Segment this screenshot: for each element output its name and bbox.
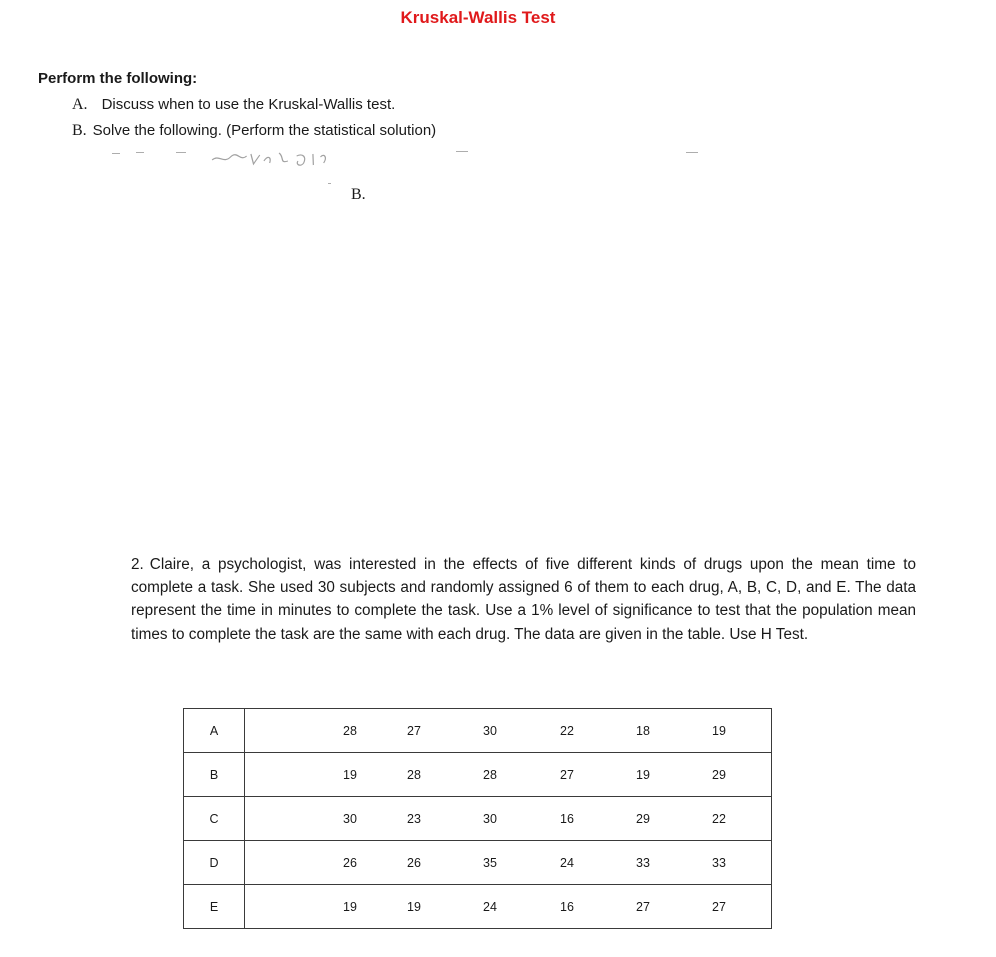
table-cell: 19 <box>343 899 357 914</box>
scan-artifact-line <box>456 151 468 152</box>
row-label: B <box>184 753 245 797</box>
scribble-mark <box>209 148 352 170</box>
scan-artifact-line <box>112 153 120 154</box>
table-cell: 30 <box>343 811 357 826</box>
row-values <box>245 885 772 929</box>
table-row <box>184 885 772 929</box>
instruction-text: Discuss when to use the Kruskal-Wallis test. <box>101 96 396 113</box>
table-cell: 23 <box>407 811 421 826</box>
table-cell: 35 <box>483 855 497 870</box>
problem-number: 2. <box>131 556 144 573</box>
table-cell: 19 <box>407 899 421 914</box>
table-cell: 19 <box>343 767 357 782</box>
sub-label-b: B. <box>351 186 366 203</box>
table-cell: 24 <box>560 855 574 870</box>
row-label: C <box>184 797 245 841</box>
table-row <box>184 797 772 841</box>
table-cell: 27 <box>560 767 574 782</box>
table-cell: 22 <box>712 811 726 826</box>
table-cell: 29 <box>636 811 650 826</box>
table-cell: 19 <box>712 723 726 738</box>
list-marker: B. <box>72 122 87 139</box>
table-cell: 16 <box>560 811 574 826</box>
row-values <box>245 709 772 753</box>
table-cell: 18 <box>636 723 650 738</box>
instruction-item-a <box>72 96 395 114</box>
instruction-text: Solve the following. (Perform the statistical solution) <box>92 122 437 139</box>
scan-artifact-line <box>136 152 144 153</box>
table-cell: 26 <box>407 855 421 870</box>
table-cell: 27 <box>407 723 421 738</box>
table-cell: 28 <box>407 767 421 782</box>
table-cell: 26 <box>343 855 357 870</box>
table-cell: 16 <box>560 899 574 914</box>
table-cell: 30 <box>483 723 497 738</box>
table-row <box>184 753 772 797</box>
problem-statement <box>131 553 916 646</box>
table-cell: 30 <box>483 811 497 826</box>
document-title: Kruskal-Wallis Test <box>400 8 556 27</box>
list-marker: A. <box>72 96 88 113</box>
row-label: A <box>184 709 245 753</box>
row-values <box>245 841 772 885</box>
table-cell: 33 <box>636 855 650 870</box>
table-cell: 24 <box>483 899 497 914</box>
row-values <box>245 753 772 797</box>
table-cell: 22 <box>560 723 574 738</box>
table-cell: 33 <box>712 855 726 870</box>
data-table <box>183 708 772 929</box>
scan-artifact-line <box>686 152 698 153</box>
table-cell: 27 <box>712 899 726 914</box>
instructions-heading: Perform the following: <box>38 70 198 87</box>
table-cell: 28 <box>343 723 357 738</box>
scan-artifact-line <box>176 152 186 153</box>
row-label: E <box>184 885 245 929</box>
table-cell: 19 <box>636 767 650 782</box>
table-cell: 28 <box>483 767 497 782</box>
table-cell: 29 <box>712 767 726 782</box>
table-row <box>184 841 772 885</box>
table-row <box>184 709 772 753</box>
table-cell: 27 <box>636 899 650 914</box>
row-values <box>245 797 772 841</box>
scan-artifact-scribble <box>208 148 352 173</box>
instruction-item-b <box>72 122 436 140</box>
row-label: D <box>184 841 245 885</box>
scan-artifact-line <box>328 183 331 184</box>
problem-text: Claire, a psychologist, was interested in the effects of five different kinds of drugs upon the mean time to complete a task. She used 30 subjects and randomly assigned 6 of them to each drug, A, B, C, D, and E. The data represent the time in minutes to complete the task. Use a 1% level of significance to test that the population mean times to complete the task are the same with each drug. The data are given in the table. Use H Test. <box>131 556 916 643</box>
